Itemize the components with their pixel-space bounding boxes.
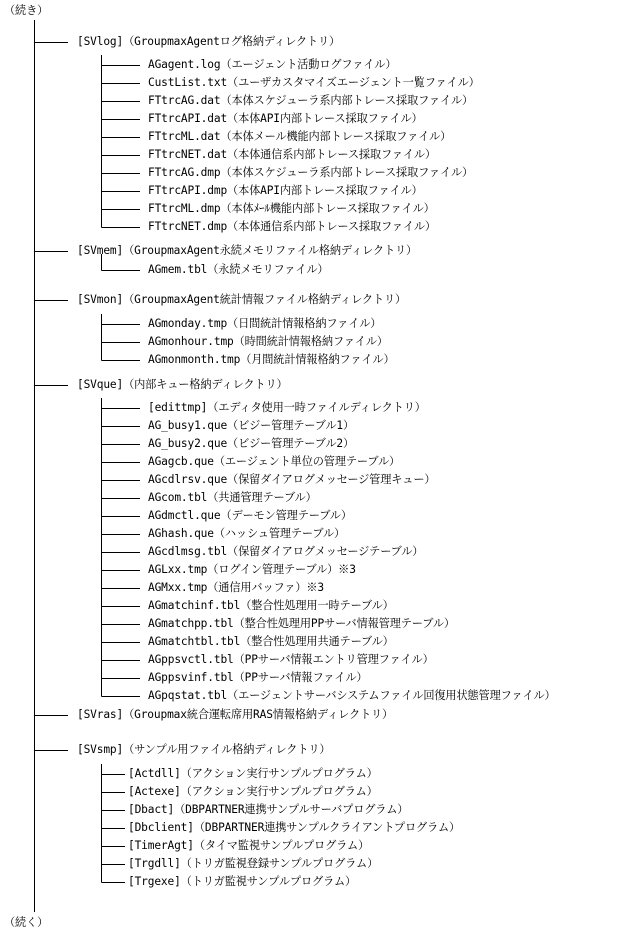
file-entry: AGmonmonth.tmp（月間統計情報格納ファイル） bbox=[148, 353, 395, 366]
file-entry: AGmatchtbl.tbl（整合性処理用共通テーブル） bbox=[148, 635, 394, 648]
file-entry: AGMxx.tmp（通信用バッファ）※3 bbox=[148, 581, 325, 594]
file-entry: FTtrcAG.dmp（本体スケジューラ系内部トレース採取ファイル） bbox=[148, 166, 474, 179]
file-entry: [TimerAgt]（タイマ監視サンプルプログラム） bbox=[128, 839, 370, 852]
file-entry: AGLxx.tmp（ログイン管理テーブル）※3 bbox=[148, 563, 356, 576]
file-entry: AGcdlrsv.que（保留ダイアログメッセージ管理キュー） bbox=[148, 473, 436, 486]
continues-footer: （続く） bbox=[4, 916, 49, 929]
file-entry: AGmatchinf.tbl（整合性処理用一時テーブル） bbox=[148, 599, 394, 612]
file-entry: AGmonday.tmp（日間統計情報格納ファイル） bbox=[148, 317, 382, 330]
file-entry: AGpqstat.tbl（エージェントサーバシステムファイル回復用状態管理ファイル） bbox=[148, 689, 556, 702]
dir-svque-label: [SVque]（内部キュー格納ディレクトリ） bbox=[77, 378, 288, 391]
dir-svmem-label: [SVmem]（GroupmaxAgent永続メモリファイル格納ディレクトリ） bbox=[77, 244, 418, 257]
file-entry: [Trgdll]（トリガ監視登録サンプルプログラム） bbox=[128, 857, 379, 870]
file-entry: FTtrcAPI.dmp（本体API内部トレース採取ファイル） bbox=[148, 184, 423, 197]
continued-from-header: （続き） bbox=[4, 4, 49, 17]
file-entry: [Actexe]（アクション実行サンプルプログラム） bbox=[128, 785, 378, 798]
file-entry: AGdmctl.que（デーモン管理テーブル） bbox=[148, 509, 352, 522]
file-entry: [edittmp]（エディタ使用一時ファイルディレクトリ） bbox=[148, 401, 426, 414]
file-entry: FTtrcML.dat（本体メール機能内部トレース採取ファイル） bbox=[148, 130, 452, 143]
file-entry: AGcom.tbl（共通管理テーブル） bbox=[148, 491, 317, 504]
dir-svsmp-label: [SVsmp]（サンプル用ファイル格納ディレクトリ） bbox=[77, 743, 331, 756]
file-entry: AG_busy1.que（ビジー管理テーブル1） bbox=[148, 419, 355, 432]
file-entry: AGagent.log（エージェント活動ログファイル） bbox=[148, 58, 397, 71]
file-entry: FTtrcNET.dat（本体通信系内部トレース採取ファイル） bbox=[148, 148, 436, 161]
file-entry: CustList.txt（ユーザカスタマイズエージェント一覧ファイル） bbox=[148, 76, 480, 89]
file-entry: AGhash.que（ハッシュ管理テーブル） bbox=[148, 527, 346, 540]
file-entry: AGmem.tbl（永続メモリファイル） bbox=[148, 263, 329, 276]
file-entry: FTtrcAG.dat（本体スケジューラ系内部トレース採取ファイル） bbox=[148, 94, 474, 107]
file-entry: FTtrcNET.dmp（本体通信系内部トレース採取ファイル） bbox=[148, 220, 436, 233]
file-entry: AGcdlmsg.tbl（保留ダイアログメッセージテーブル） bbox=[148, 545, 424, 558]
dir-svlog-label: [SVlog]（GroupmaxAgentログ格納ディレクトリ） bbox=[77, 35, 341, 48]
file-entry: [Dbact]（DBPARTNER連携サンプルサーバプログラム） bbox=[128, 803, 409, 816]
file-entry: AG_busy2.que（ビジー管理テーブル2） bbox=[148, 437, 355, 450]
file-entry: [Trgexe]（トリガ監視サンプルプログラム） bbox=[128, 875, 357, 888]
file-entry: AGppsvinf.tbl（PPサーバ情報ファイル） bbox=[148, 671, 368, 684]
dir-svmon-label: [SVmon]（GroupmaxAgent統計情報ファイル格納ディレクトリ） bbox=[77, 293, 407, 306]
file-entry: AGmatchpp.tbl（整合性処理用PPサーバ情報管理テーブル） bbox=[148, 617, 455, 630]
file-entry: AGmonhour.tmp（時間統計情報格納ファイル） bbox=[148, 335, 388, 348]
file-entry: AGppsvctl.tbl（PPサーバ情報エントリ管理ファイル） bbox=[148, 653, 434, 666]
file-entry: [Actdll]（アクション実行サンプルプログラム） bbox=[128, 767, 378, 780]
file-entry: FTtrcML.dmp（本体ﾒｰﾙ機能内部トレース採取ファイル） bbox=[148, 202, 435, 215]
file-entry: FTtrcAPI.dat（本体API内部トレース採取ファイル） bbox=[148, 112, 423, 125]
file-entry: AGagcb.que（エージェント単位の管理テーブル） bbox=[148, 455, 401, 468]
file-entry: [Dbclient]（DBPARTNER連携サンプルクライアントプログラム） bbox=[128, 821, 461, 834]
dir-svras-label: [SVras]（Groupmax統合運転席用RAS情報格納ディレクトリ） bbox=[77, 708, 394, 721]
